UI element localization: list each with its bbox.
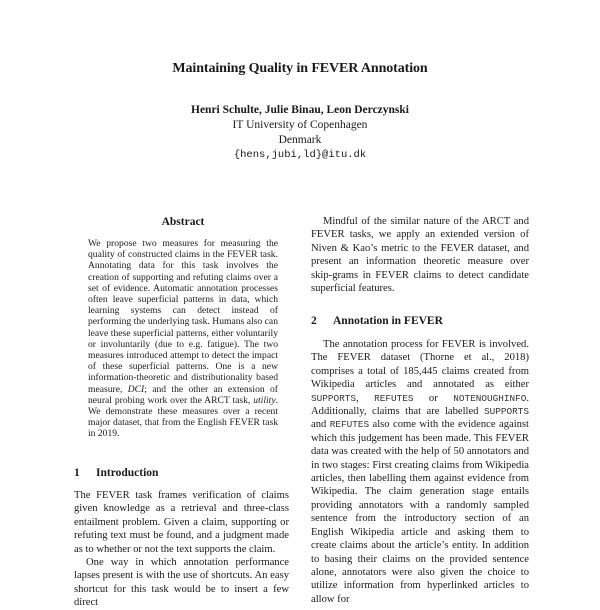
abstract-term-dci: DCI — [127, 383, 145, 395]
author-country: Denmark — [278, 134, 322, 146]
author-names: Henri Schulte, Julie Binau, Leon Derczynski — [191, 104, 409, 116]
annotation-text-a: The annotation process for FEVER is involved. The FEVER dataset (Thorne et al., 2018) comprises a total of 185,445 claims created from Wikipedia articles and annotated as either — [311, 339, 529, 391]
section-title: Introduction — [96, 467, 159, 479]
label-refutes: REFUTES — [374, 392, 414, 404]
section-title: Annotation in FEVER — [333, 315, 443, 327]
annotation-text-b: . Additionally, claims that are labelled — [311, 392, 529, 418]
label-refutes-2: REFUTES — [329, 419, 370, 431]
author-affiliation: IT University of Copenhagen — [232, 119, 368, 131]
right-column-intro — [311, 215, 529, 295]
paper-title: Maintaining Quality in FEVER Annotation — [172, 61, 428, 76]
label-supports-2: SUPPORTS — [483, 406, 529, 418]
section-number: 2 — [311, 315, 317, 327]
introduction-body — [74, 489, 289, 610]
abstract-body — [88, 238, 278, 440]
author-block — [0, 103, 600, 163]
section-heading-annotation — [311, 315, 443, 327]
intro-paragraph-3: Mindful of the similar nature of the ARCT and FEVER tasks, we apply an extended version of Niven & Kao’s metric to the FEVER dataset, and present an information theoretic measure over skip-grams in FEVER claims to detect candidate superficial features. — [311, 216, 529, 295]
intro-paragraph-1: The FEVER task frames verification of claims given knowledge as a retrieval and three-class entailment problem. Given a claim, supporting or refuting text must be found, and a judgment made as to whether or not the text supports the claim. — [74, 490, 289, 555]
abstract-text-1: We propose two measures for measuring the quality of constructed claims in the FEVER task. Annotating data for this task involves the creation of supporting and refuting claims over a set of evidence. Automatic annotation processes often leave superficial patterns in data, which learning systems can detect instead of performing the underlying task. Humans also can leave these superficial patterns, either voluntarily or involuntarily (due to e.g. fatigue). The two measures introduced attempt to detect the impact of these superficial patterns. One is a new information-theoretic and distributionality based measure, — [88, 238, 278, 395]
label-notenoughinfo: NOTENOUGHINFO — [453, 392, 527, 404]
section-number: 1 — [74, 467, 80, 479]
abstract-heading: Abstract — [161, 216, 205, 228]
abstract-text-2: ; and the other an extension of neural probing work over the ARCT task, — [88, 383, 279, 406]
abstract-term-utility: utility — [253, 394, 276, 406]
annotation-body — [311, 338, 529, 606]
annotation-or: or — [413, 392, 454, 404]
abstract-text-3: . We demonstrate these measures over a recent major dataset, that from the English FEVER task in 2019. — [88, 394, 278, 440]
annotation-text-c: also come with the evidence against which this judgement has been made. This FEVER data was created with the help of 50 annotators and in two stages: First creating claims from Wikipedia articles, then labelling them against evidence from Wikipedia. The claim generation stage entails providing annotators with a randomly sampled sentence from the introductory section of an English Wikipedia article and asking them to create claims about the article’s entity. In addition to basing their claims on the provided sentence alone, annotators were also given the choice to utilize information from hyperlinked articles to allow for — [311, 419, 529, 605]
intro-paragraph-2: One way in which annotation performance lapses present is with the use of shortcuts. An easy shortcut for this task would be to insert a few direct — [74, 557, 289, 609]
annotation-and: and — [311, 419, 330, 431]
label-supports: SUPPORTS — [311, 392, 357, 404]
annotation-comma: , — [356, 392, 359, 404]
annotation-paragraph-1 — [311, 338, 529, 606]
author-email: {hens,jubi,ld}@itu.dk — [233, 149, 367, 161]
section-heading-introduction — [74, 467, 158, 479]
